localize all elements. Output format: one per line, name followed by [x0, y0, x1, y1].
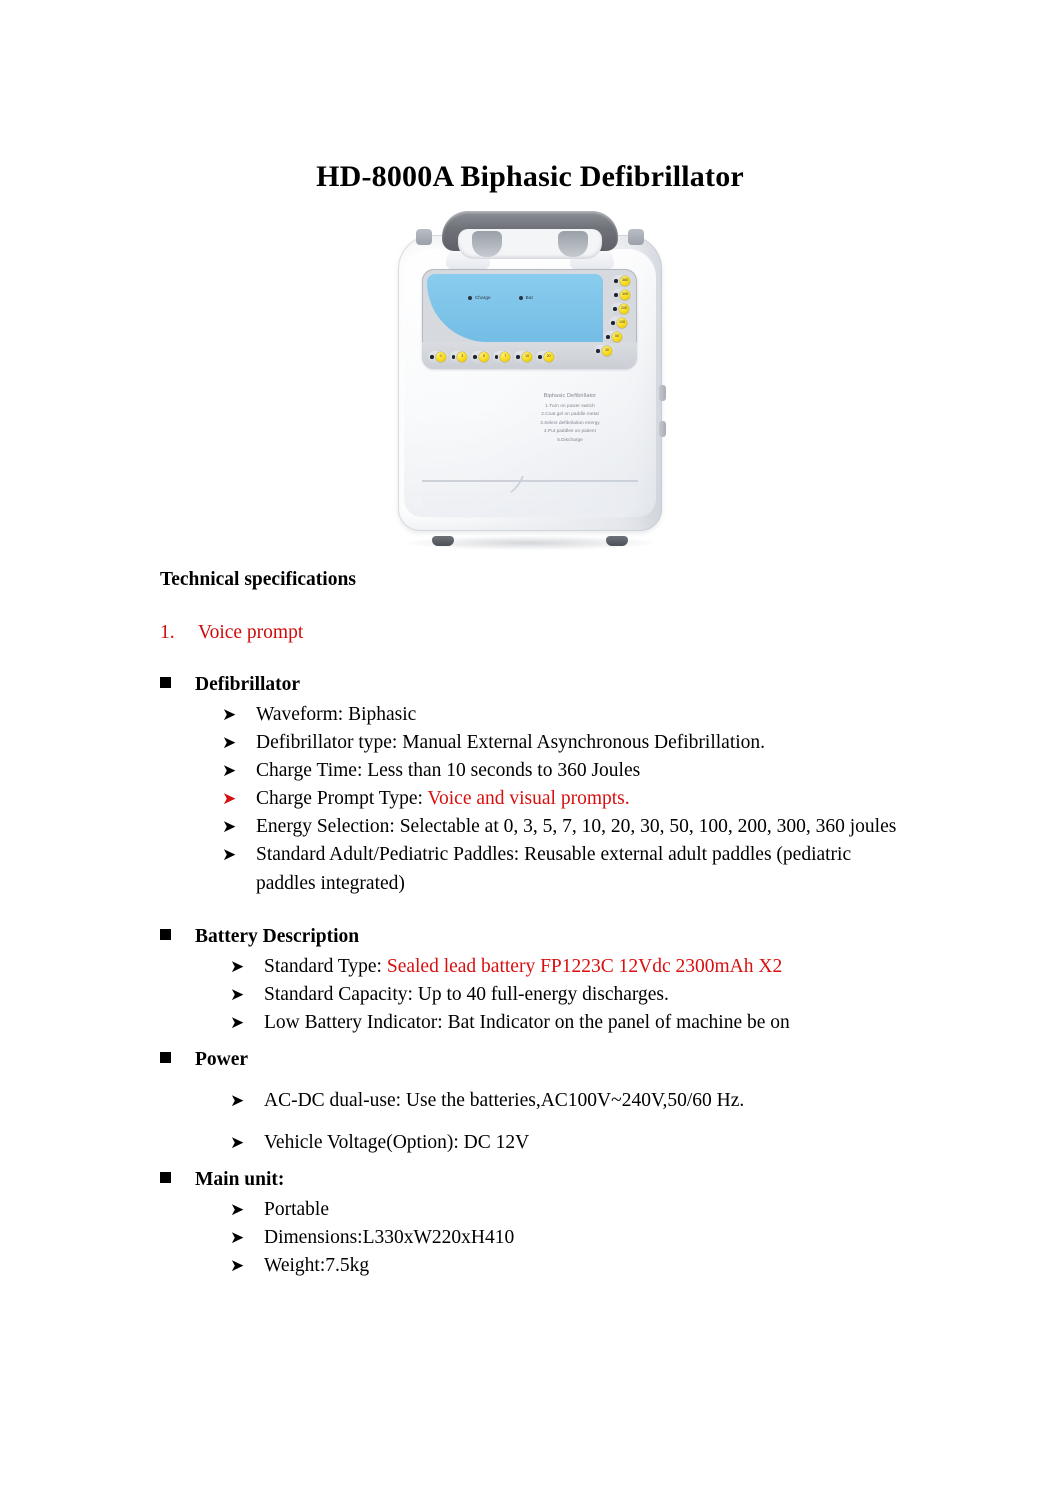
- energy-button-column-right: [574, 273, 632, 365]
- list-item: [230, 1129, 1060, 1157]
- technical-specifications-heading: Technical specifications: [160, 569, 356, 590]
- list-item-highlight: Sealed lead battery FP1223C 12Vdc 2300mAh X2: [386, 955, 783, 977]
- section-title: [160, 672, 1060, 697]
- energy-key-cell[interactable]: [514, 351, 534, 363]
- device-instruction-step: 4.Put paddles on patient: [544, 428, 596, 434]
- section-title: [160, 1167, 1060, 1192]
- list-item: [230, 1196, 1060, 1224]
- list-item-text: Portable: [264, 1199, 329, 1221]
- energy-key-led-icon: [430, 355, 434, 359]
- section-title-text: Main unit:: [195, 1168, 285, 1190]
- arrow-bullet-icon: ➤: [230, 1200, 245, 1220]
- device-instruction-title: Biphasic Defibrillator: [543, 393, 597, 399]
- energy-key-cell[interactable]: [594, 345, 614, 357]
- device-instruction-step: 5.Discharge: [557, 436, 583, 442]
- side-port-upper: [659, 385, 666, 401]
- device-instruction-step: 2.Coat gel on paddle metal: [541, 411, 599, 417]
- energy-button[interactable]: 0: [436, 352, 446, 362]
- device-control-panel: [422, 269, 637, 369]
- energy-button[interactable]: 200: [619, 304, 629, 314]
- arrow-bullet-icon: ➤: [222, 705, 237, 725]
- section-main-unit: [0, 1167, 1060, 1281]
- energy-key-cell[interactable]: [471, 351, 491, 363]
- energy-key-led-icon: [452, 355, 456, 359]
- energy-button[interactable]: 360: [620, 276, 630, 286]
- square-bullet-icon: [160, 677, 171, 688]
- energy-button[interactable]: 300: [620, 290, 630, 300]
- energy-button[interactable]: 50: [612, 332, 622, 342]
- section-power: [0, 1047, 1060, 1157]
- list-item-text: [256, 785, 910, 813]
- list-item-text: Standard Adult/Pediatric Paddles: Reusable external adult paddles (pediatric paddles integrated): [256, 844, 852, 894]
- list-item: [230, 1224, 1060, 1252]
- handle-notch-right: [558, 231, 588, 257]
- energy-key-cell[interactable]: [609, 317, 629, 329]
- list-item: [230, 1252, 1060, 1280]
- energy-key-cell[interactable]: [612, 289, 632, 301]
- section-item-list: [0, 1196, 1060, 1280]
- energy-button[interactable]: 20: [544, 352, 554, 362]
- energy-key-cell[interactable]: [611, 303, 631, 315]
- device-instruction-step: 3.Select defibrilation energy: [540, 419, 600, 425]
- list-item: [222, 785, 1060, 813]
- energy-button[interactable]: 5: [479, 352, 489, 362]
- specifications-content: [0, 568, 1060, 1280]
- energy-key-led-icon: [606, 335, 610, 339]
- energy-key-cell[interactable]: [604, 331, 624, 343]
- voice-prompt-numbered-item: [160, 621, 1060, 645]
- device-instruction-step: 1.Turn on power switch: [545, 403, 595, 408]
- list-item: [230, 1009, 1060, 1037]
- list-item-label: Standard Type:: [264, 955, 387, 977]
- arrow-bullet-icon: ➤: [230, 1132, 245, 1152]
- charge-indicator-label: Charge: [475, 295, 491, 300]
- energy-button[interactable]: 10: [522, 352, 532, 362]
- device-foot-left: [432, 536, 454, 546]
- energy-button[interactable]: 100: [617, 318, 627, 328]
- arrow-bullet-icon: ➤: [230, 956, 245, 976]
- energy-button[interactable]: 30: [602, 346, 612, 356]
- list-item: [230, 1087, 1060, 1115]
- section-title: [160, 1047, 1060, 1072]
- energy-key-led-icon: [611, 321, 615, 325]
- energy-key-cell[interactable]: [450, 351, 470, 363]
- battery-indicator-label: Bat: [525, 295, 533, 300]
- arrow-bullet-icon: ➤: [230, 1228, 245, 1248]
- square-bullet-icon: [160, 1172, 171, 1183]
- list-item-label: Charge Prompt Type:: [256, 788, 428, 810]
- energy-key-led-icon: [613, 307, 617, 311]
- energy-button[interactable]: 3: [457, 352, 467, 362]
- arrow-bullet-icon: ➤: [222, 817, 237, 837]
- list-item-text: Standard Capacity: Up to 40 full-energy discharges.: [264, 984, 669, 1006]
- arrow-bullet-icon: ➤: [222, 789, 237, 809]
- list-item-text: Weight:7.5kg: [264, 1255, 370, 1277]
- energy-key-cell[interactable]: [612, 275, 632, 287]
- arrow-bullet-icon: ➤: [222, 733, 237, 753]
- square-bullet-icon: [160, 1052, 171, 1063]
- arrow-bullet-icon: ➤: [222, 761, 237, 781]
- battery-indicator: [519, 295, 533, 300]
- list-item: [222, 841, 1060, 897]
- section-item-list: [0, 953, 1060, 1037]
- list-item: [222, 813, 1060, 841]
- charge-indicator: [468, 295, 491, 300]
- list-item-text: [264, 953, 910, 981]
- section-item-list: [0, 1087, 1060, 1157]
- list-item-text: Vehicle Voltage(Option): DC 12V: [264, 1131, 530, 1153]
- energy-key-led-icon: [596, 349, 600, 353]
- list-item-text: Low Battery Indicator: Bat Indicator on the panel of machine be on: [264, 1012, 790, 1034]
- arrow-bullet-icon: ➤: [230, 1256, 245, 1276]
- list-item-text: Energy Selection: Selectable at 0, 3, 5, 7, 10, 20, 30, 50, 100, 200, 300, 360 joules: [256, 816, 897, 838]
- energy-button[interactable]: 7: [500, 352, 510, 362]
- shoulder-clip-right: [628, 229, 644, 245]
- list-item-text: Waveform: Biphasic: [256, 704, 417, 726]
- energy-key-led-icon: [614, 279, 618, 283]
- list-item: [222, 729, 1060, 757]
- handle-notch-left: [472, 231, 502, 257]
- energy-key-led-icon: [495, 355, 499, 359]
- device-image-container: [0, 207, 1060, 552]
- section-title-text: Power: [195, 1049, 249, 1071]
- list-number: 1.: [160, 622, 175, 644]
- status-indicator-row: [468, 295, 533, 300]
- arrow-bullet-icon: ➤: [230, 985, 245, 1005]
- section-battery-description: [0, 924, 1060, 1038]
- arrow-bullet-icon: ➤: [222, 845, 237, 865]
- list-item: [222, 701, 1060, 729]
- list-item-text: Charge Time: Less than 10 seconds to 360 Joules: [256, 760, 641, 782]
- arrow-bullet-icon: ➤: [230, 1090, 245, 1110]
- section-defibrillator: [0, 672, 1060, 898]
- section-title-text: Defibrillator: [195, 673, 301, 695]
- energy-key-led-icon: [614, 293, 618, 297]
- page-title: HD-8000A Biphasic Defibrillator: [316, 160, 744, 193]
- side-port-lower: [659, 421, 666, 437]
- energy-key-cell[interactable]: [536, 351, 556, 363]
- energy-key-led-icon: [516, 355, 520, 359]
- list-item: [230, 981, 1060, 1009]
- shoulder-clip-left: [416, 229, 432, 245]
- list-item: [230, 953, 1060, 981]
- section-item-list: [0, 701, 1060, 898]
- device-instruction-label: [508, 393, 632, 445]
- list-item-highlight: Voice and visual prompts.: [427, 788, 630, 810]
- defibrillator-device-illustration: [380, 207, 680, 552]
- energy-key-cell[interactable]: [428, 351, 448, 363]
- energy-button-row-bottom: [428, 351, 556, 363]
- list-item-text: Defibrillator type: Manual External Asynchronous Defibrillation.: [256, 732, 766, 754]
- square-bullet-icon: [160, 929, 171, 940]
- energy-key-cell[interactable]: [493, 351, 513, 363]
- energy-key-led-icon: [538, 355, 542, 359]
- front-lower-lip: [422, 480, 638, 518]
- list-number-text: Voice prompt: [198, 622, 304, 644]
- device-foot-right: [606, 536, 628, 546]
- battery-led-icon: [519, 296, 523, 300]
- list-item: [222, 757, 1060, 785]
- arrow-bullet-icon: ➤: [230, 1013, 245, 1033]
- list-item-text: AC-DC dual-use: Use the batteries,AC100V~240V,50/60 Hz.: [264, 1089, 745, 1111]
- section-title: [160, 924, 1060, 949]
- charge-led-icon: [468, 296, 472, 300]
- section-title-text: Battery Description: [195, 925, 360, 947]
- list-item-text: Dimensions:L330xW220xH410: [264, 1227, 515, 1249]
- energy-key-led-icon: [473, 355, 477, 359]
